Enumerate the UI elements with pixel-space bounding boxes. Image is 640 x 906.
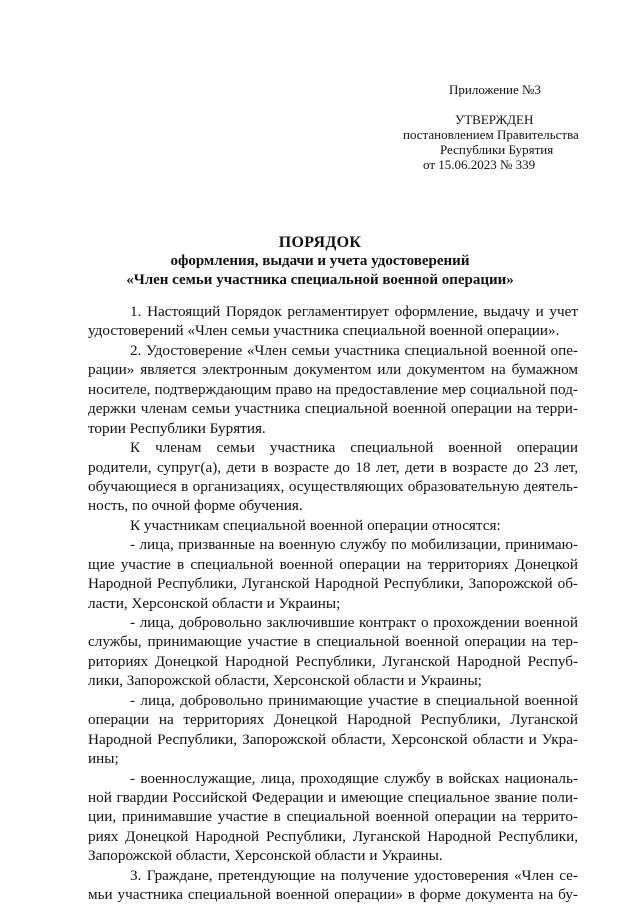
participants-intro-line: К участникам специальной военной операции относятся: xyxy=(130,516,501,534)
participant-category-3-line: ины; xyxy=(88,750,119,768)
participant-category-1-line: - лица, призванные на военную службу по мобилизации, принимаю- xyxy=(130,536,578,554)
participant-category-3-line: - лица, добровольно принимающие участие в специальной военной xyxy=(130,691,578,709)
appendix-label: Приложение №3 xyxy=(449,82,541,97)
document-subtitle-line-2: «Член семьи участника специальной военной операции» xyxy=(126,272,514,288)
participant-category-1-line: Народной Республики, Луганской Народной Республики, Запорожской об- xyxy=(88,575,578,593)
resolution-label: постановлением Правительства xyxy=(403,127,579,142)
document-title: ПОРЯДОК xyxy=(278,234,362,251)
participant-category-4-line: Запорожской области, Херсонской области и Украины. xyxy=(88,847,443,865)
approved-label: УТВЕРЖДЕН xyxy=(455,112,534,127)
participant-category-3-line: операции на территориях Донецкой Народной Республики, Луганской xyxy=(88,711,578,729)
participant-category-3-line: Народной Республики, Запорожской области, Херсонской области и Укра- xyxy=(88,730,578,748)
republic-label: Республики Бурятия xyxy=(440,142,554,157)
paragraph-1-line: удостоверений «Член семьи участника специальной военной операции». xyxy=(88,322,560,340)
family-members-line: ность, по очной форме обучения. xyxy=(88,497,303,515)
paragraph-2-line: 2. Удостоверение «Член семьи участника специальной военной опе- xyxy=(130,341,578,359)
paragraph-3-line: мьи участника специальной военной операции» в форме документа на бу- xyxy=(88,886,578,904)
family-members-line: К членам семьи участника специальной военной операции xyxy=(130,439,578,457)
paragraph-2-line: рации» является электронным документом или документом на бумажном xyxy=(88,361,578,379)
participant-category-1-line: щие участие в специальной военной операции на территориях Донецкой xyxy=(88,555,578,573)
participant-category-4-line: ции, принимавшие участие в специальной военной операции на террито- xyxy=(88,808,578,826)
participant-category-4-line: - военнослужащие, лица, проходящие службу в войсках националь- xyxy=(130,769,578,787)
participant-category-4-line: риях Донецкой Народной Республики, Луганской Народной Республики, xyxy=(88,827,578,845)
paragraph-2-line: тории Республики Бурятия. xyxy=(88,419,266,437)
participant-category-2-line: риториях Донецкой Народной Республики, Луганской Народной Респуб- xyxy=(88,652,578,670)
participant-category-4-line: ной гвардии Российской Федерации и имеющие специальное звание поли- xyxy=(88,788,578,806)
participant-category-2-line: службы, принимающие участие в специальной военной операции на тер- xyxy=(88,633,578,651)
family-members-line: родители, супруг(а), дети в возрасте до 18 лет, дети в возрасте до 23 лет, xyxy=(88,458,578,476)
document-title-block xyxy=(0,234,640,290)
date-number-label: от 15.06.2023 № 339 xyxy=(423,157,536,172)
paragraph-2-line: носителе, подтверждающим право на предоставление мер социальной под- xyxy=(88,380,578,398)
paragraph-1-line: 1. Настоящий Порядок регламентирует оформление, выдачу и учет xyxy=(130,303,578,320)
participant-category-2-line: лики, Запорожской области, Херсонской области и Украины; xyxy=(88,672,482,690)
participant-category-1-line: ласти, Херсонской области и Украины; xyxy=(88,594,341,612)
document-subtitle-line-1: оформления, выдачи и учета удостоверений xyxy=(170,253,470,269)
paragraph-3-line: 3. Граждане, претендующие на получение удостоверения «Член се- xyxy=(130,866,578,884)
participant-category-2-line: - лица, добровольно заключившие контракт о прохождении военной xyxy=(130,614,578,631)
paragraph-2-line: держки членам семьи участника специальной военной операции на терри- xyxy=(88,400,578,418)
family-members-line: обучающиеся в организациях, осуществляющих образовательную деятель- xyxy=(88,477,578,495)
document-body xyxy=(88,302,578,905)
